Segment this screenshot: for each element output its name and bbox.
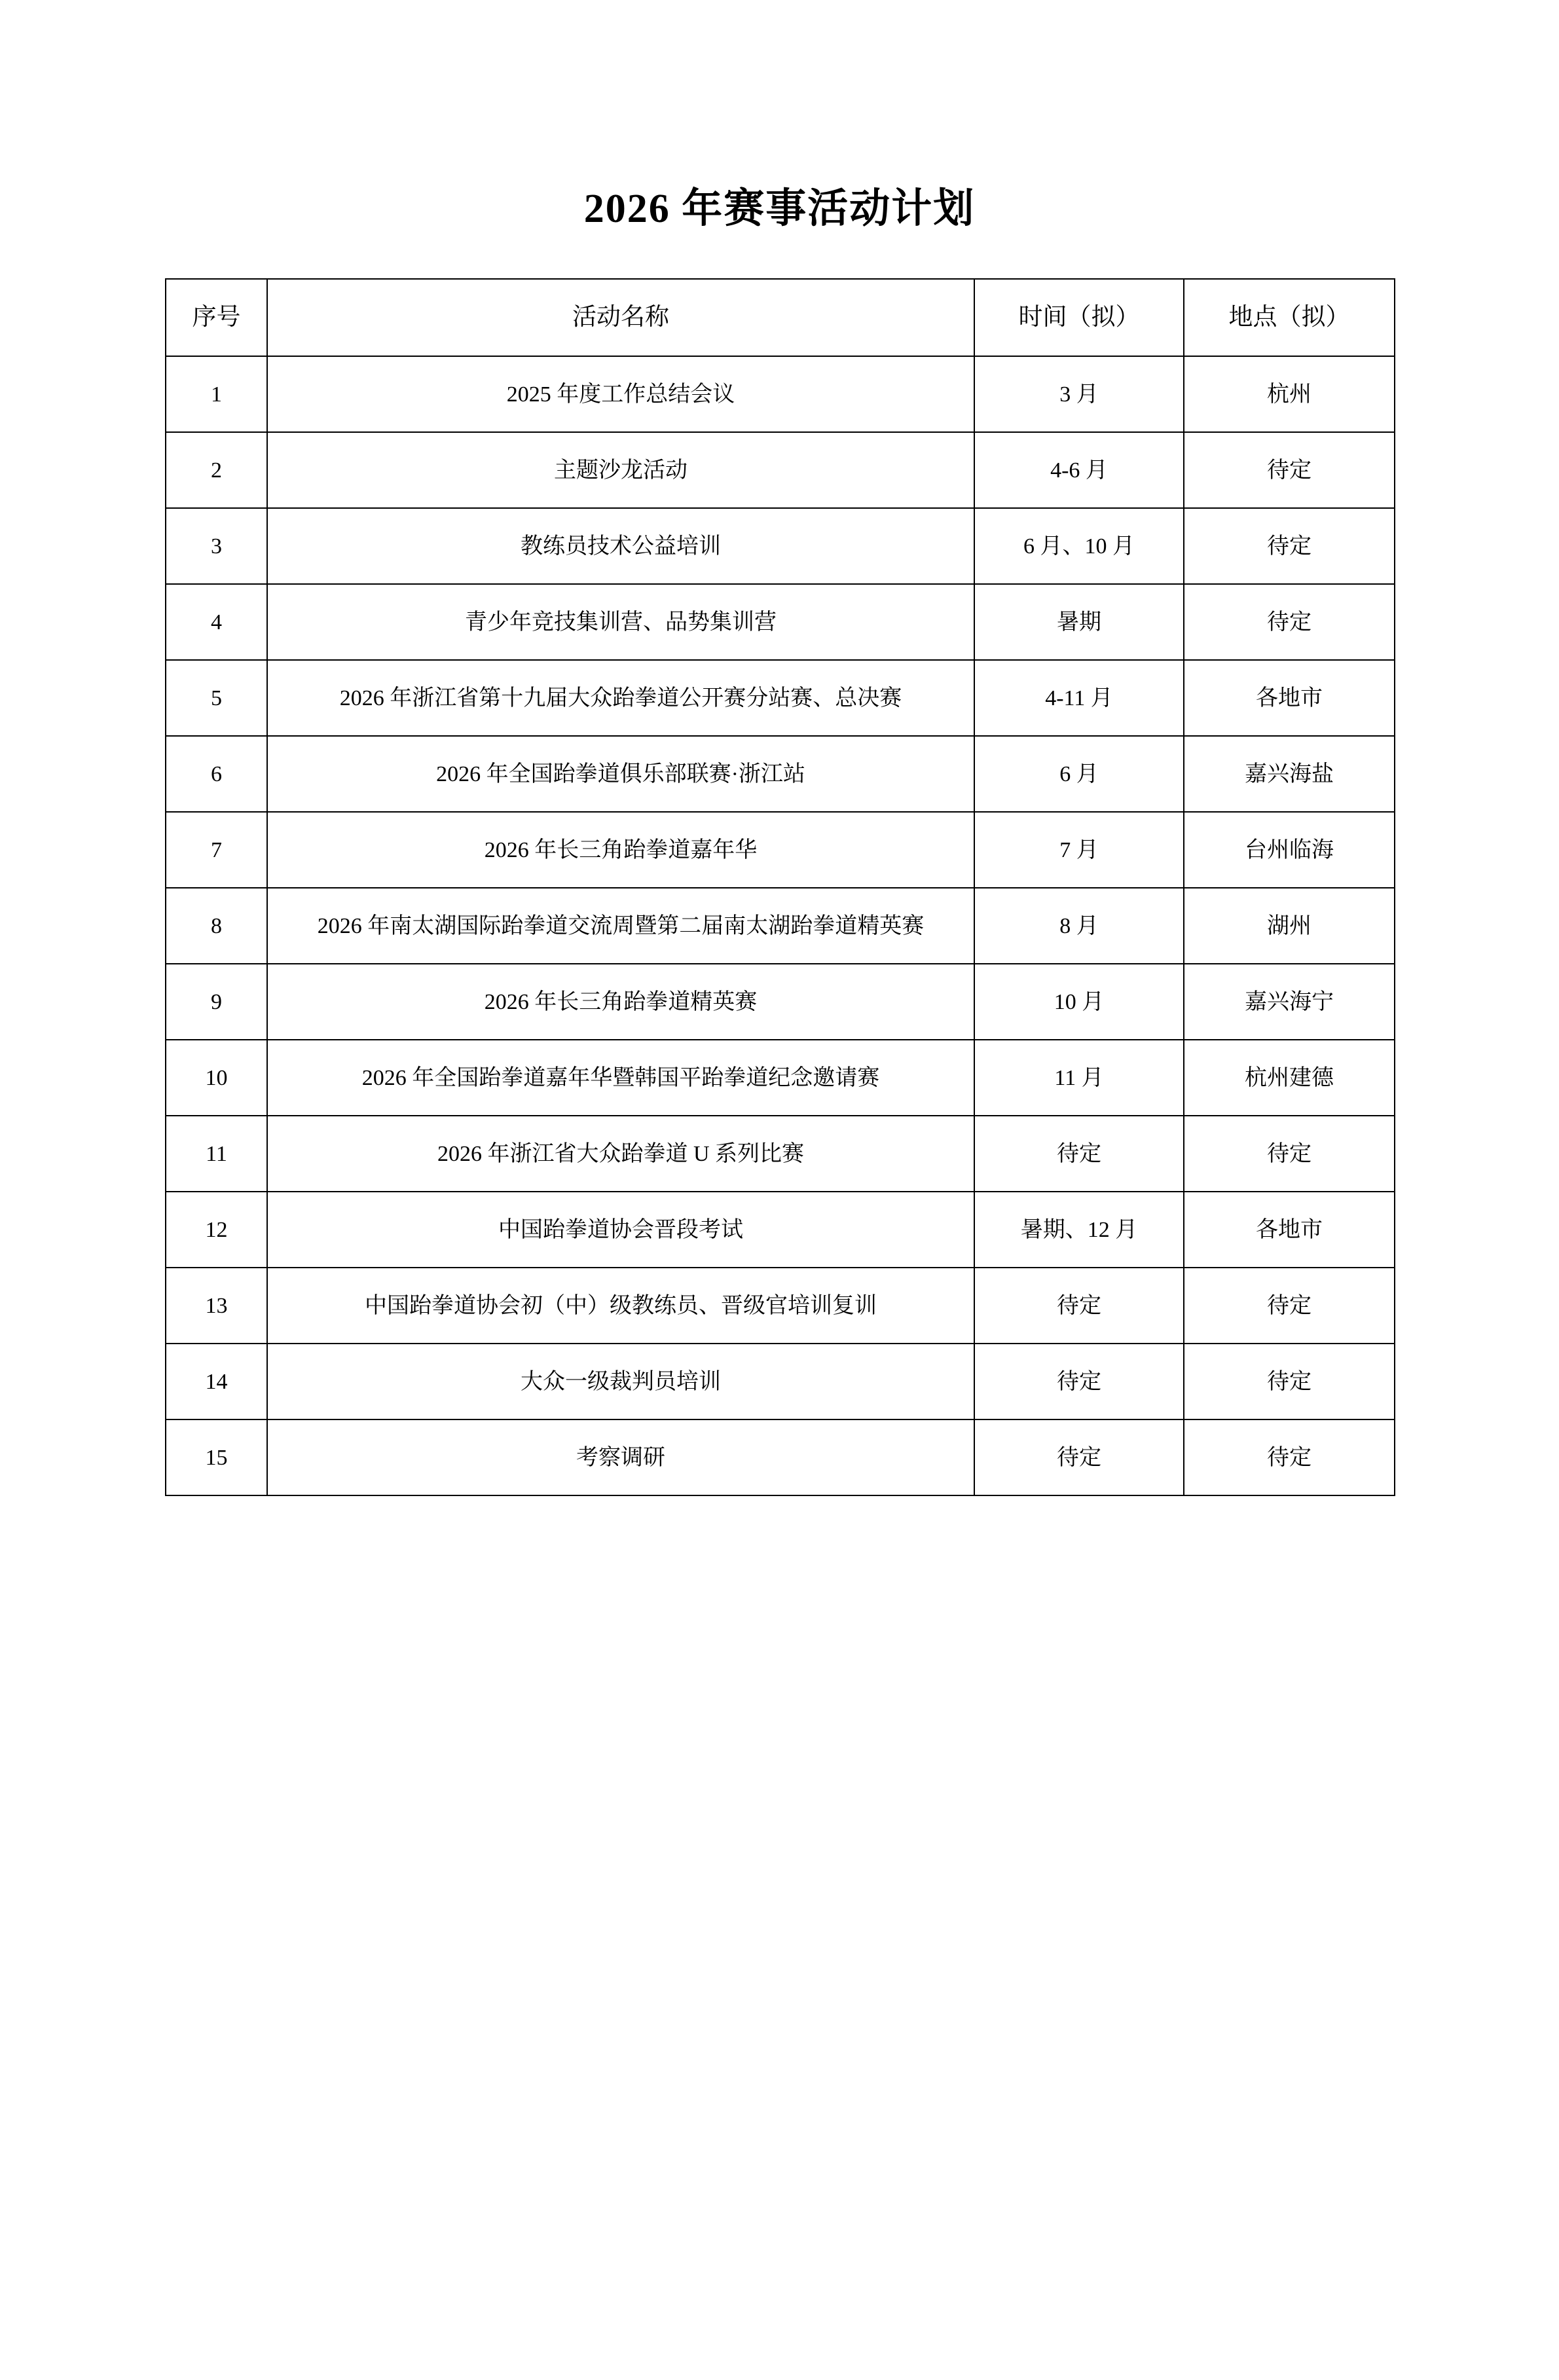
cell-time: 6 月 xyxy=(974,736,1184,812)
table-header-row xyxy=(166,279,1395,356)
cell-time: 8 月 xyxy=(974,888,1184,964)
document-page xyxy=(0,175,1559,2380)
cell-place: 各地市 xyxy=(1184,660,1395,736)
cell-no: 7 xyxy=(166,812,267,888)
column-header-no: 序号 xyxy=(166,279,267,356)
cell-place: 杭州 xyxy=(1184,356,1395,432)
cell-place: 杭州建德 xyxy=(1184,1040,1395,1116)
cell-no: 13 xyxy=(166,1268,267,1344)
cell-time: 待定 xyxy=(974,1344,1184,1419)
cell-time: 3 月 xyxy=(974,356,1184,432)
cell-no: 2 xyxy=(166,432,267,508)
cell-place: 嘉兴海宁 xyxy=(1184,964,1395,1040)
cell-place: 台州临海 xyxy=(1184,812,1395,888)
table-row xyxy=(166,432,1395,508)
column-header-name: 活动名称 xyxy=(267,279,974,356)
cell-name: 中国跆拳道协会初（中）级教练员、晋级官培训复训 xyxy=(267,1268,974,1344)
cell-name: 教练员技术公益培训 xyxy=(267,508,974,584)
table-row xyxy=(166,508,1395,584)
table-row xyxy=(166,736,1395,812)
cell-no: 15 xyxy=(166,1419,267,1495)
cell-name: 2026 年长三角跆拳道嘉年华 xyxy=(267,812,974,888)
table-row xyxy=(166,584,1395,660)
cell-name: 中国跆拳道协会晋段考试 xyxy=(267,1192,974,1268)
cell-no: 8 xyxy=(166,888,267,964)
cell-no: 10 xyxy=(166,1040,267,1116)
cell-name: 2026 年浙江省大众跆拳道 U 系列比赛 xyxy=(267,1116,974,1192)
cell-name: 主题沙龙活动 xyxy=(267,432,974,508)
cell-no: 6 xyxy=(166,736,267,812)
cell-name: 大众一级裁判员培训 xyxy=(267,1344,974,1419)
cell-time: 待定 xyxy=(974,1268,1184,1344)
cell-time: 10 月 xyxy=(974,964,1184,1040)
event-plan-table xyxy=(165,278,1395,1496)
cell-no: 4 xyxy=(166,584,267,660)
table-header xyxy=(166,279,1395,356)
cell-place: 待定 xyxy=(1184,1116,1395,1192)
table-row xyxy=(166,1040,1395,1116)
cell-place: 待定 xyxy=(1184,1268,1395,1344)
table-row xyxy=(166,1192,1395,1268)
column-header-place: 地点（拟） xyxy=(1184,279,1395,356)
cell-place: 待定 xyxy=(1184,584,1395,660)
table-body xyxy=(166,356,1395,1495)
cell-time: 4-11 月 xyxy=(974,660,1184,736)
cell-time: 11 月 xyxy=(974,1040,1184,1116)
cell-time: 待定 xyxy=(974,1116,1184,1192)
cell-time: 暑期 xyxy=(974,584,1184,660)
plan-table-container xyxy=(0,278,1559,1496)
cell-name: 2026 年全国跆拳道嘉年华暨韩国平跆拳道纪念邀请赛 xyxy=(267,1040,974,1116)
cell-name: 2025 年度工作总结会议 xyxy=(267,356,974,432)
table-row xyxy=(166,1268,1395,1344)
cell-time: 4-6 月 xyxy=(974,432,1184,508)
cell-no: 1 xyxy=(166,356,267,432)
cell-name: 2026 年长三角跆拳道精英赛 xyxy=(267,964,974,1040)
cell-no: 5 xyxy=(166,660,267,736)
cell-place: 各地市 xyxy=(1184,1192,1395,1268)
cell-place: 湖州 xyxy=(1184,888,1395,964)
cell-name: 考察调研 xyxy=(267,1419,974,1495)
table-row xyxy=(166,1344,1395,1419)
cell-name: 2026 年浙江省第十九届大众跆拳道公开赛分站赛、总决赛 xyxy=(267,660,974,736)
table-row xyxy=(166,1116,1395,1192)
table-row xyxy=(166,812,1395,888)
cell-no: 3 xyxy=(166,508,267,584)
cell-place: 嘉兴海盐 xyxy=(1184,736,1395,812)
cell-name: 2026 年南太湖国际跆拳道交流周暨第二届南太湖跆拳道精英赛 xyxy=(267,888,974,964)
cell-time: 待定 xyxy=(974,1419,1184,1495)
cell-time: 6 月、10 月 xyxy=(974,508,1184,584)
table-row xyxy=(166,356,1395,432)
page-title: 2026 年赛事活动计划 xyxy=(583,187,976,231)
table-row xyxy=(166,1419,1395,1495)
column-header-time: 时间（拟） xyxy=(974,279,1184,356)
cell-place: 待定 xyxy=(1184,1419,1395,1495)
cell-time: 暑期、12 月 xyxy=(974,1192,1184,1268)
cell-no: 14 xyxy=(166,1344,267,1419)
cell-no: 12 xyxy=(166,1192,267,1268)
table-row xyxy=(166,660,1395,736)
cell-place: 待定 xyxy=(1184,508,1395,584)
cell-time: 7 月 xyxy=(974,812,1184,888)
cell-name: 2026 年全国跆拳道俱乐部联赛·浙江站 xyxy=(267,736,974,812)
cell-name: 青少年竞技集训营、品势集训营 xyxy=(267,584,974,660)
cell-no: 9 xyxy=(166,964,267,1040)
cell-no: 11 xyxy=(166,1116,267,1192)
table-row xyxy=(166,888,1395,964)
table-row xyxy=(166,964,1395,1040)
cell-place: 待定 xyxy=(1184,432,1395,508)
cell-place: 待定 xyxy=(1184,1344,1395,1419)
